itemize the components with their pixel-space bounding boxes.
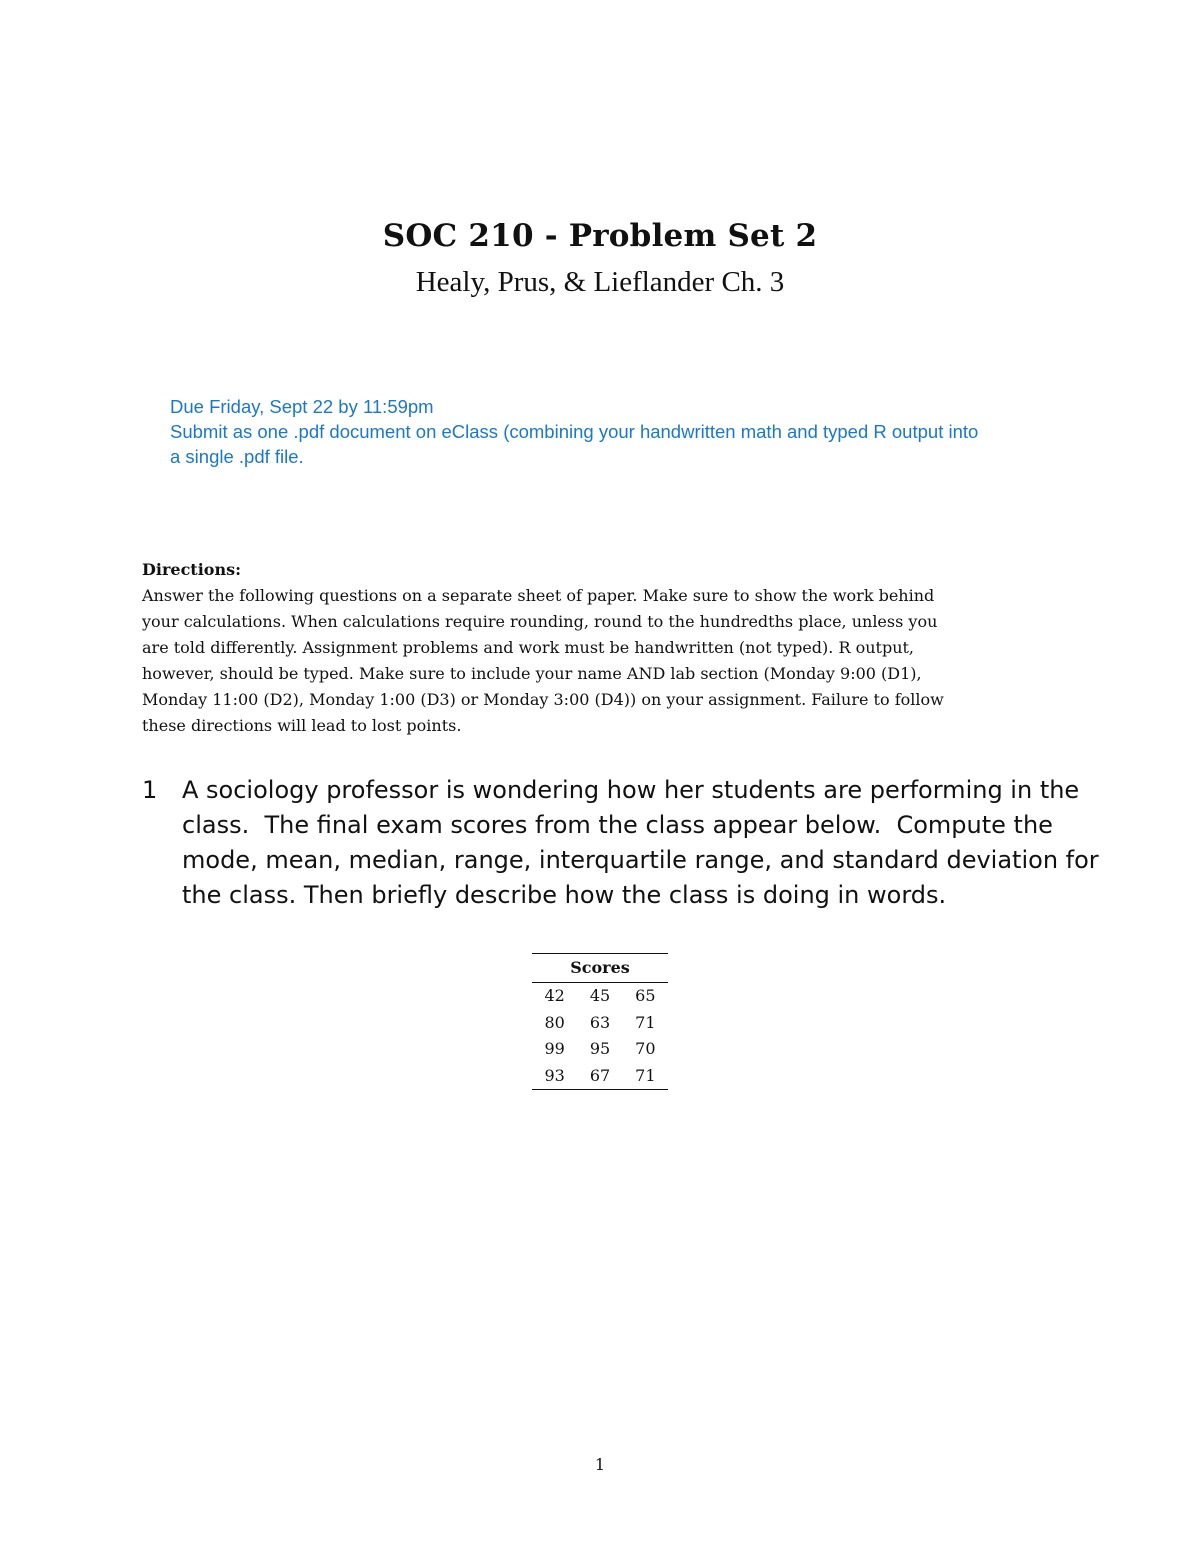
submission-instructions-line: a single .pdf file. bbox=[170, 446, 304, 467]
directions-section bbox=[142, 557, 1062, 739]
document-title: SOC 210 - Problem Set 2 bbox=[382, 218, 818, 254]
problem-text-line: class. The final exam scores from the class appear below. Compute the bbox=[182, 811, 1053, 839]
submission-instructions-line: Submit as one .pdf document on eClass (combining your handwritten math and typed R output into bbox=[170, 421, 979, 442]
table-cell: 71 bbox=[635, 1012, 656, 1032]
directions-text-line: Answer the following questions on a separate sheet of paper. Make sure to show the work behind bbox=[142, 586, 935, 605]
table-cell: 63 bbox=[589, 1012, 611, 1032]
table-cell: 71 bbox=[635, 1065, 656, 1085]
directions-text-line: Monday 11:00 (D2), Monday 1:00 (D3) or Monday 3:00 (D4)) on your assignment. Failure to follow bbox=[142, 690, 944, 709]
table-cell: 80 bbox=[544, 1012, 565, 1032]
directions-text-line: these directions will lead to lost points. bbox=[142, 716, 462, 735]
table-cell: 70 bbox=[635, 1039, 656, 1058]
page-number: 1 bbox=[594, 1455, 606, 1474]
problem-number: 1 bbox=[142, 776, 158, 804]
due-notice bbox=[170, 394, 1090, 469]
directions-heading: Directions: bbox=[142, 560, 241, 579]
problem-text-line: mode, mean, median, range, interquartile range, and standard deviation for bbox=[182, 846, 1099, 874]
table-row bbox=[532, 1010, 668, 1037]
directions-text-line: however, should be typed. Make sure to include your name AND lab section (Monday 9:00 (D1), bbox=[142, 664, 922, 683]
table-row bbox=[532, 983, 668, 1010]
table-cell: 42 bbox=[544, 986, 565, 1005]
table-row bbox=[532, 1036, 668, 1063]
scores-table-header: Scores bbox=[532, 954, 668, 983]
directions-text-line: are told differently. Assignment problems and work must be handwritten (not typed). R output, bbox=[142, 638, 915, 657]
table-cell: 99 bbox=[544, 1039, 565, 1058]
scores-table bbox=[532, 953, 668, 1090]
table-cell: 93 bbox=[544, 1065, 565, 1085]
table-cell: 67 bbox=[589, 1065, 611, 1085]
problem-text-line: the class. Then briefly describe how the class is doing in words. bbox=[182, 881, 947, 909]
problem-text bbox=[182, 773, 1099, 913]
due-date-line: Due Friday, Sept 22 by 11:59pm bbox=[170, 396, 434, 417]
table-cell: 65 bbox=[635, 986, 656, 1005]
document-subtitle: Healy, Prus, & Lieflander Ch. 3 bbox=[415, 266, 785, 298]
table-row bbox=[532, 1063, 668, 1090]
table-cell: 45 bbox=[589, 986, 611, 1005]
problem-text-line: A sociology professor is wondering how her students are performing in the bbox=[182, 776, 1080, 804]
table-cell: 95 bbox=[589, 1039, 611, 1058]
directions-text-line: your calculations. When calculations require rounding, round to the hundredths place, unless you bbox=[142, 612, 938, 631]
